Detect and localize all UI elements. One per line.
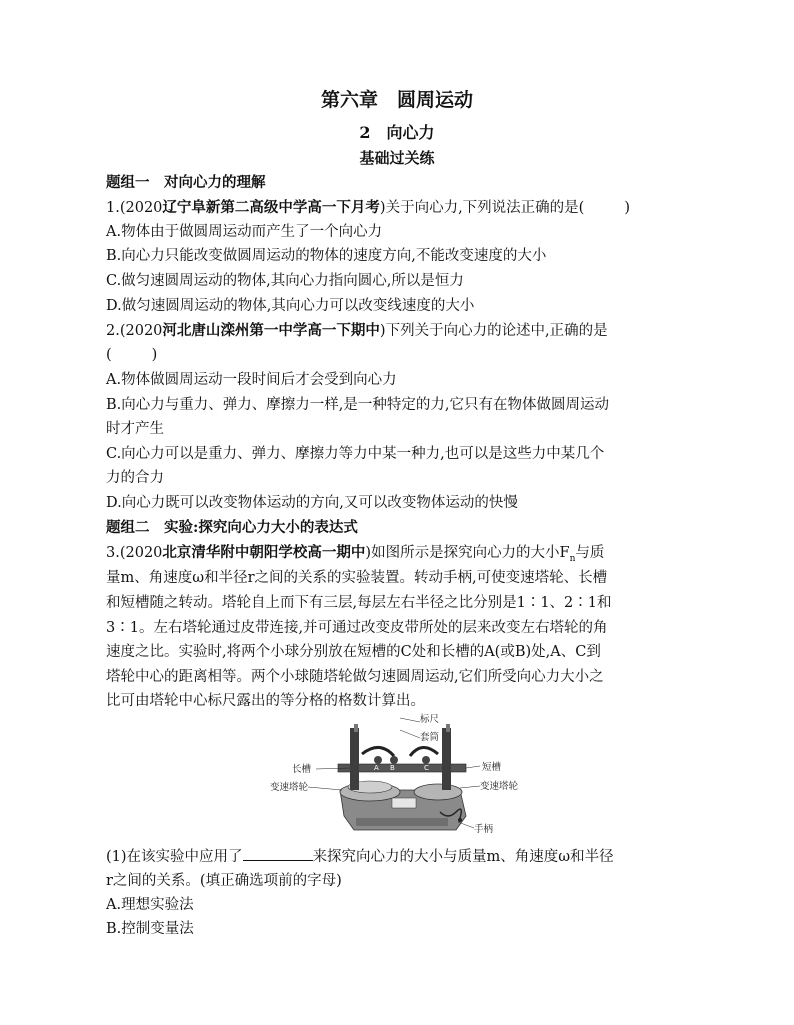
- q2-text: )下列关于向心力的论述中,正确的是: [379, 323, 608, 339]
- q3-line1: 3.(2020北京清华附中朝阳学校高一期中)如图所示是探究向心力的大小$F_n$与质: [106, 544, 605, 564]
- q3-line6: 塔轮中心的距离相等。两个小球随塔轮做匀速圆周运动,它们所受向心力大小之: [106, 669, 604, 685]
- q2-option-b-cont: 时才产生: [106, 421, 164, 437]
- q3-option-a: A.理想实验法: [106, 897, 194, 913]
- q2-option-b: B.向心力与重力、弹力、摩擦力一样,是一种特定的力,它只有在物体做圆周运动: [106, 397, 609, 413]
- q2-option-c-cont: 力的合力: [106, 470, 164, 486]
- label-handle: 手柄: [474, 824, 494, 835]
- q2-source: 河北唐山滦州第一中学高一下期中: [162, 322, 380, 339]
- label-short-slot: 短槽: [482, 762, 502, 773]
- q3-line2: 量m、角速度ω和半径r之间的关系的实验装置。转动手柄,可使变速塔轮、长槽: [106, 570, 608, 586]
- q3-line4: 3∶1。左右塔轮通过皮带连接,并可通过改变皮带所处的层来改变左右塔轮的角: [106, 620, 608, 636]
- q1-close: ): [624, 200, 631, 216]
- q2-option-a: A.物体做圆周运动一段时间后才会受到向心力: [106, 372, 397, 388]
- q3-line7: 比可由塔轮中心标尺露出的等分格的格数计算出。: [106, 693, 425, 709]
- section-title: 2 向心力: [359, 123, 435, 142]
- label-sleeve: 套筒: [420, 732, 440, 743]
- q1-source: 辽宁阜新第二高级中学高一下月考: [162, 199, 380, 216]
- q1-option-d: D.做匀速圆周运动的物体,其向心力可以改变线速度的大小: [106, 298, 475, 314]
- practice-title: 基础过关练: [359, 149, 435, 167]
- q3-option-b: B.控制变量法: [106, 921, 194, 937]
- q2-option-d: D.向心力既可以改变物体运动的方向,又可以改变物体运动的快慢: [106, 495, 518, 511]
- label-long-slot: 长槽: [292, 764, 312, 775]
- label-ruler: 标尺: [420, 714, 440, 725]
- q1-option-a: A.物体由于做圆周运动而产生了一个向心力: [106, 224, 383, 240]
- label-pulley-right: 变速塔轮: [480, 781, 519, 792]
- q1-number: 1.(2020: [106, 200, 163, 216]
- label-c: C: [424, 764, 429, 772]
- q3-line3: 和短槽随之转动。塔轮自上而下有三层,每层左右半径之比分别是1∶1、2∶1和: [106, 595, 612, 611]
- label-a: A: [374, 764, 379, 772]
- label-pulley-left: 变速塔轮: [270, 782, 309, 793]
- q3-source: 北京清华附中朝阳学校高一期中: [162, 544, 366, 561]
- q2-answer-paren: ( ): [106, 347, 158, 363]
- chapter-title: 第六章 圆周运动: [320, 89, 473, 111]
- q3-sub1-line1: (1)在该实验中应用了 来探究向心力的大小与质量m、角速度ω和半径: [106, 846, 614, 867]
- group2-heading: 题组二 实验:探究向心力大小的表达式: [106, 519, 358, 536]
- q2-number: 2.(2020: [106, 323, 163, 339]
- q1-option-c: C.做匀速圆周运动的物体,其向心力指向圆心,所以是恒力: [106, 273, 464, 289]
- q3-line5: 速度之比。实验时,将两个小球分别放在短槽的C处和长槽的A(或B)处,A、C到: [106, 644, 601, 660]
- q3-sub1-line2: r之间的关系。(填正确选项前的字母): [106, 873, 342, 889]
- label-b: B: [390, 764, 395, 772]
- q2-stem: [106, 321, 608, 341]
- q3-sub1-blank: [243, 846, 313, 861]
- q1-option-b: B.向心力只能改变做圆周运动的物体的速度方向,不能改变速度的大小: [106, 248, 547, 264]
- group1-heading: 题组一 对向心力的理解: [106, 174, 266, 191]
- centripetal-force-apparatus-figure: [270, 712, 530, 838]
- q3-number: 3.(2020: [106, 545, 163, 561]
- q1-text: )关于向心力,下列说法正确的是(: [379, 200, 585, 216]
- q1-stem: [106, 198, 630, 218]
- q2-option-c: C.向心力可以是重力、弹力、摩擦力等力中某一种力,也可以是这些力中某几个: [106, 446, 605, 462]
